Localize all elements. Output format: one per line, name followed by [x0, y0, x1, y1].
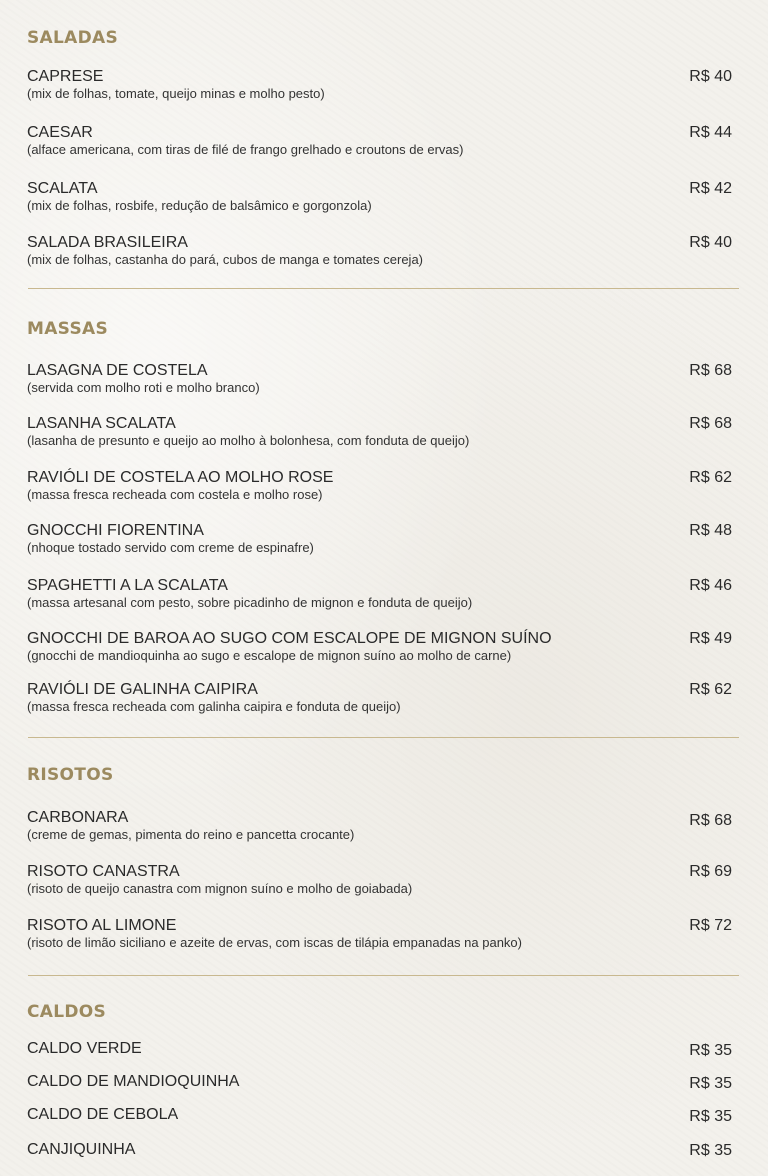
item-description: (servida com molho roti e molho branco) — [27, 380, 260, 395]
menu-item — [27, 233, 732, 268]
menu-item — [27, 1039, 732, 1058]
section-title-massas: MASSAS — [27, 319, 108, 339]
item-name: SPAGHETTI A LA SCALATA — [27, 577, 228, 594]
item-name: RAVIÓLI DE COSTELA AO MOLHO ROSE — [27, 469, 334, 486]
item-price: R$ 35 — [689, 1075, 732, 1092]
item-name: CANJIQUINHA — [27, 1141, 136, 1158]
item-price: R$ 62 — [689, 469, 732, 486]
section-title-saladas: SALADAS — [27, 28, 119, 48]
item-price: R$ 69 — [689, 863, 732, 880]
menu-item — [27, 414, 732, 449]
item-price: R$ 35 — [689, 1142, 732, 1159]
item-name: LASAGNA DE COSTELA — [27, 362, 208, 379]
menu-item — [27, 361, 732, 396]
item-name: CALDO DE MANDIOQUINHA — [27, 1073, 240, 1090]
menu-item — [27, 1105, 732, 1124]
section-divider — [28, 737, 739, 738]
item-description: (mix de folhas, tomate, queijo minas e molho pesto) — [27, 86, 325, 101]
section-divider — [28, 975, 739, 976]
menu-item — [27, 67, 732, 102]
item-price: R$ 35 — [689, 1108, 732, 1125]
menu-item — [27, 468, 732, 503]
item-description: (massa artesanal com pesto, sobre picadinho de mignon e fonduta de queijo) — [27, 595, 473, 610]
menu-item — [27, 629, 732, 664]
item-name: RISOTO AL LIMONE — [27, 917, 177, 934]
section-title-caldos: CALDOS — [27, 1002, 107, 1022]
item-name: SALADA BRASILEIRA — [27, 234, 188, 251]
menu-item — [27, 680, 732, 715]
item-price: R$ 40 — [689, 68, 732, 85]
item-name: LASANHA SCALATA — [27, 415, 176, 432]
item-name: GNOCCHI DE BAROA AO SUGO COM ESCALOPE DE MIGNON SUÍNO — [27, 630, 552, 647]
item-name: CALDO VERDE — [27, 1040, 142, 1057]
item-price: R$ 62 — [689, 681, 732, 698]
item-description: (massa fresca recheada com costela e molho rose) — [27, 487, 323, 502]
item-description: (alface americana, com tiras de filé de frango grelhado e croutons de ervas) — [27, 142, 464, 157]
item-name: CALDO DE CEBOLA — [27, 1106, 179, 1123]
item-price: R$ 49 — [689, 630, 732, 647]
menu-item — [27, 916, 732, 951]
item-description: (risoto de queijo canastra com mignon suíno e molho de goiabada) — [27, 881, 413, 896]
item-name: CAPRESE — [27, 68, 104, 85]
item-description: (mix de folhas, rosbife, redução de balsâmico e gorgonzola) — [27, 198, 372, 213]
menu-item — [27, 1072, 732, 1091]
item-price: R$ 68 — [689, 362, 732, 379]
item-price: R$ 35 — [689, 1042, 732, 1059]
item-name: CAESAR — [27, 124, 93, 141]
item-price: R$ 40 — [689, 234, 732, 251]
item-description: (massa fresca recheada com galinha caipira e fonduta de queijo) — [27, 699, 401, 714]
menu-item — [27, 123, 732, 158]
menu-item — [27, 179, 732, 214]
item-description: (risoto de limão siciliano e azeite de ervas, com iscas de tilápia empanadas na panko) — [27, 935, 522, 950]
item-price: R$ 42 — [689, 180, 732, 197]
item-name: RAVIÓLI DE GALINHA CAIPIRA — [27, 681, 258, 698]
item-price: R$ 44 — [689, 124, 732, 141]
item-price: R$ 46 — [689, 577, 732, 594]
item-description: (lasanha de presunto e queijo ao molho à bolonhesa, com fonduta de queijo) — [27, 433, 470, 448]
menu-item — [27, 521, 732, 556]
item-name: RISOTO CANASTRA — [27, 863, 180, 880]
item-description: (nhoque tostado servido com creme de espinafre) — [27, 540, 314, 555]
item-price: R$ 48 — [689, 522, 732, 539]
item-description: (mix de folhas, castanha do pará, cubos de manga e tomates cereja) — [27, 252, 423, 267]
menu-item — [27, 1140, 732, 1159]
section-title-risotos: RISOTOS — [27, 765, 114, 785]
item-name: CARBONARA — [27, 809, 129, 826]
menu-item — [27, 808, 732, 843]
item-name: GNOCCHI FIORENTINA — [27, 522, 204, 539]
item-name: SCALATA — [27, 180, 98, 197]
item-description: (gnocchi de mandioquinha ao sugo e escalope de mignon suíno ao molho de carne) — [27, 648, 512, 663]
menu-item — [27, 862, 732, 897]
section-divider — [28, 288, 739, 289]
item-description: (creme de gemas, pimenta do reino e pancetta crocante) — [27, 827, 355, 842]
item-price: R$ 68 — [689, 812, 732, 829]
item-price: R$ 68 — [689, 415, 732, 432]
item-price: R$ 72 — [689, 917, 732, 934]
menu-item — [27, 576, 732, 611]
